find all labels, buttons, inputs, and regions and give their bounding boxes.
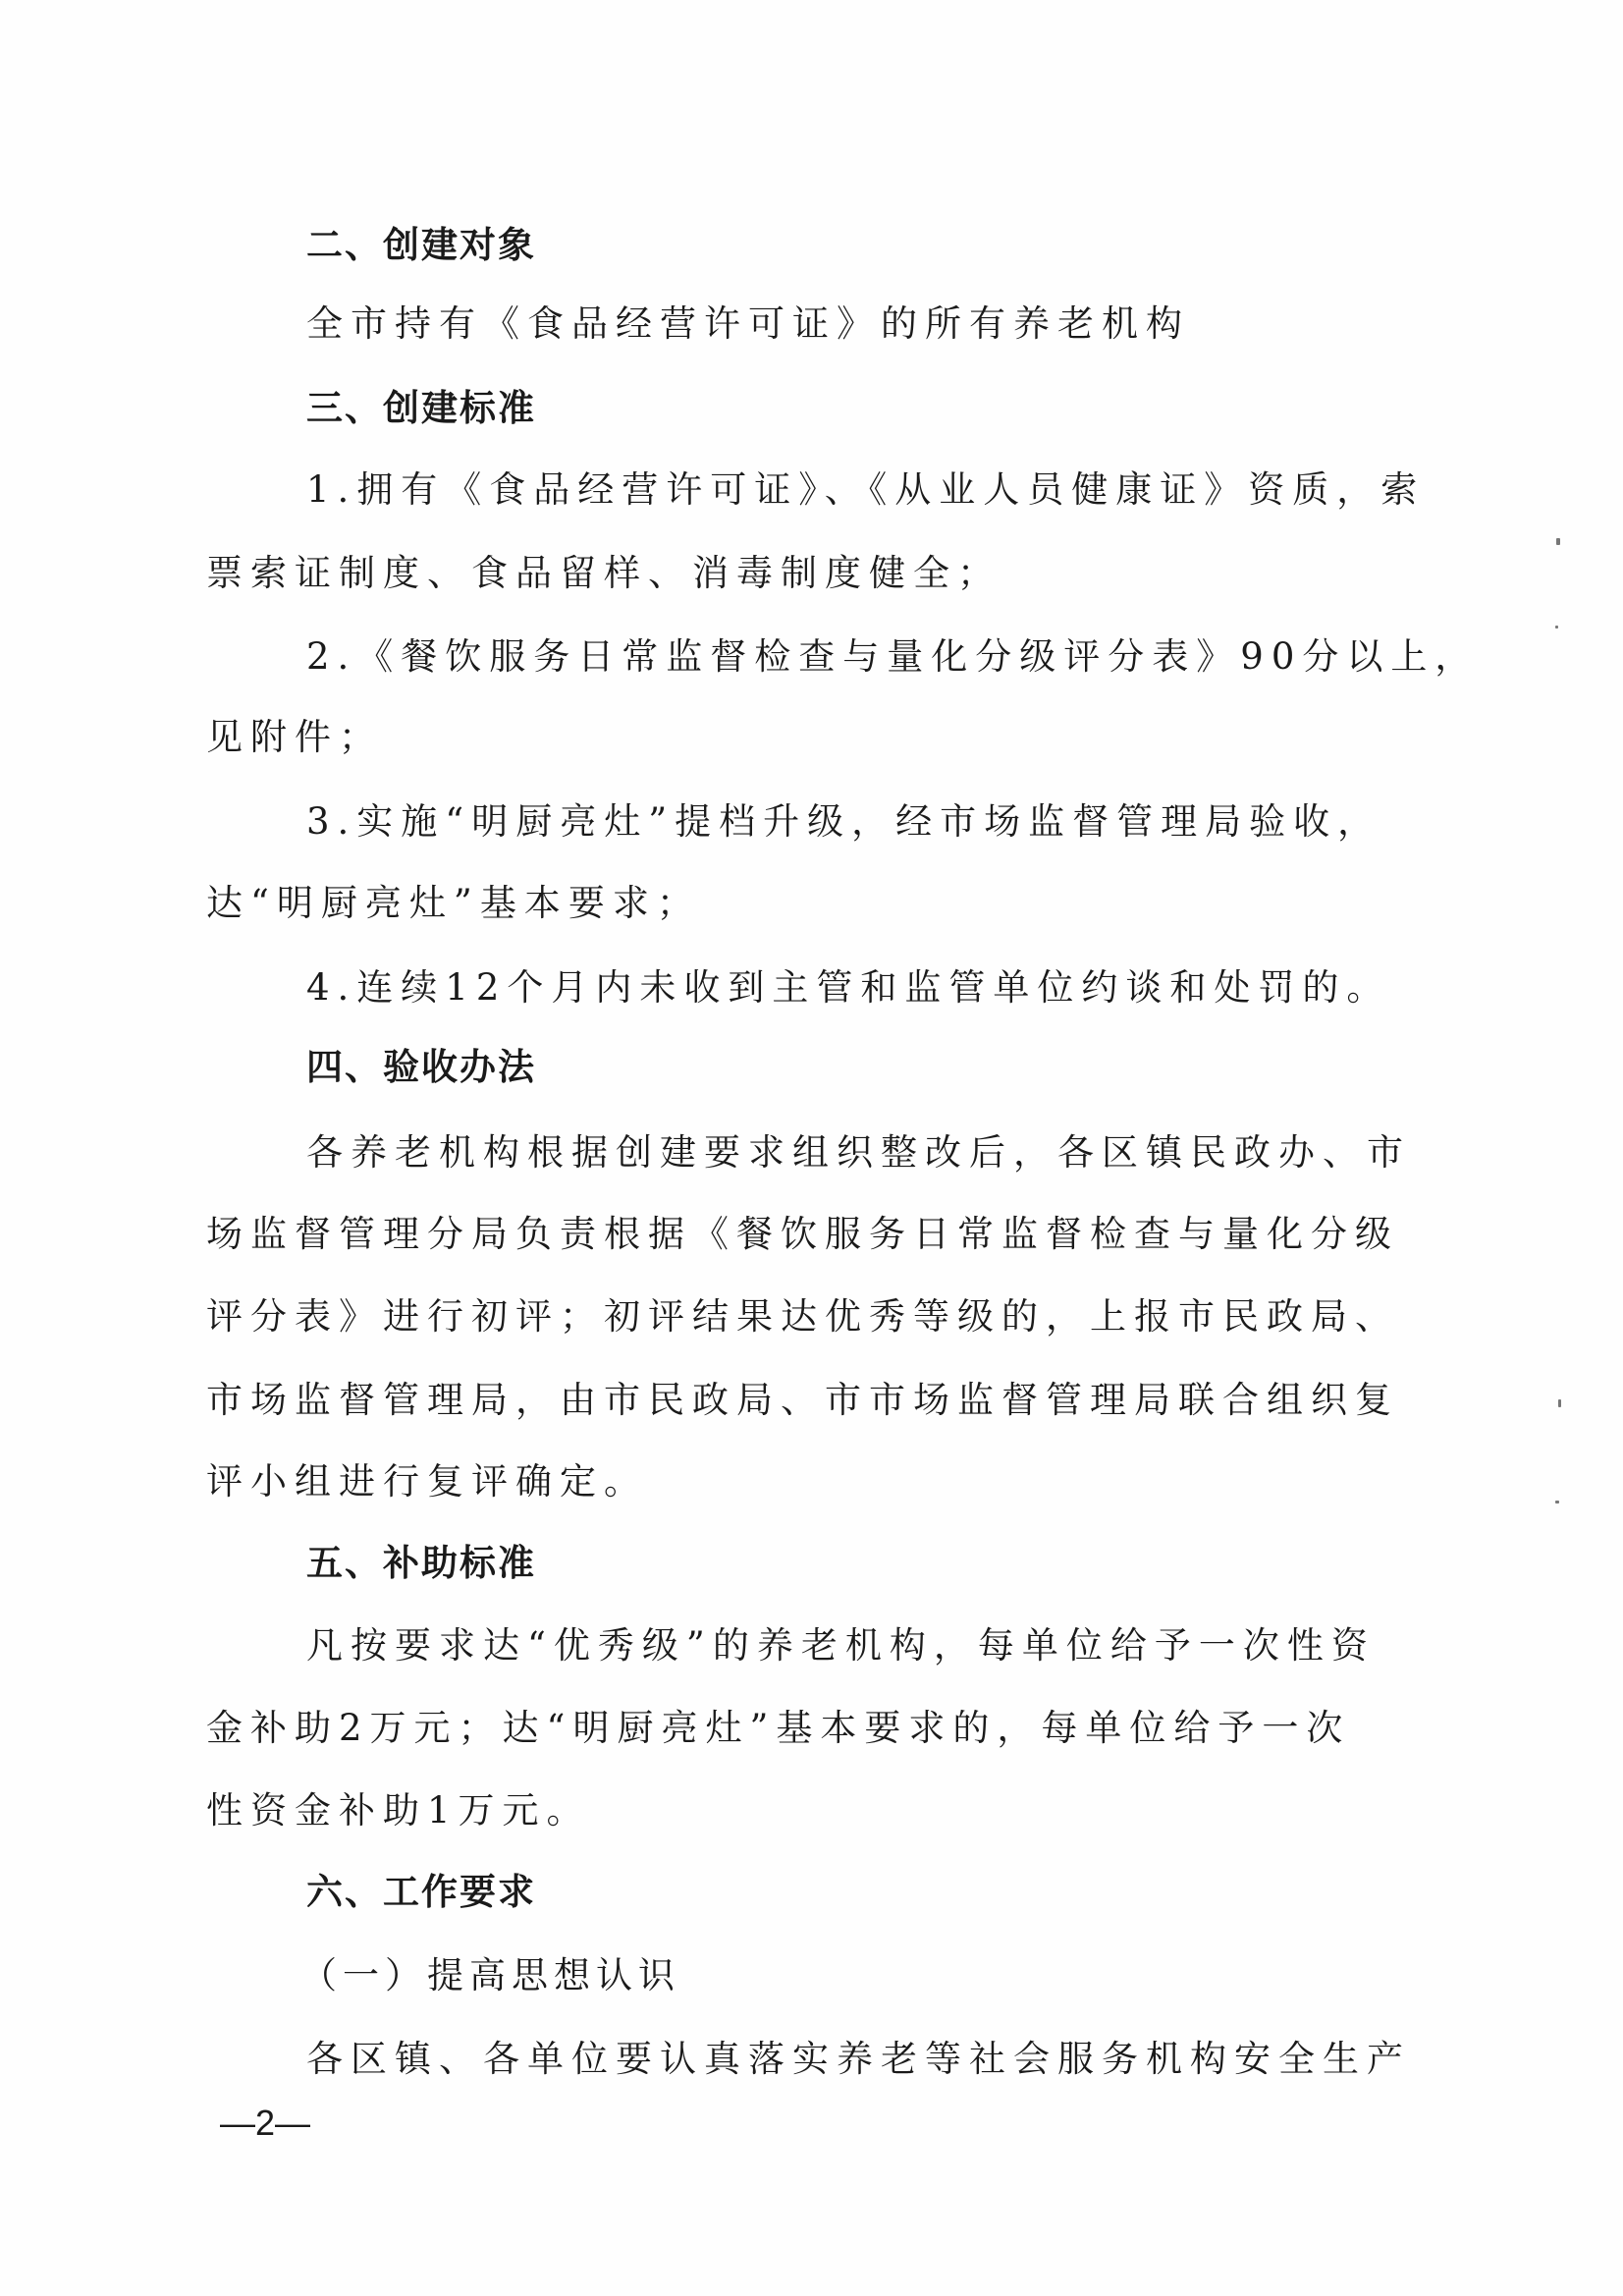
paragraph-line: 2.《餐饮服务日常监督检查与量化分级评分表》90分以上，	[306, 635, 1480, 678]
paragraph-line: 性资金补助1万元。	[206, 1789, 591, 1831]
paragraph-line: 票索证制度、食品留样、消毒制度健全；	[206, 552, 1001, 594]
paragraph-line: 市场监督管理局，由市民政局、市市场监督管理局联合组织复	[206, 1379, 1399, 1421]
subsection-heading: （一）提高思想认识	[300, 1954, 680, 1996]
section-heading-5: 五、补助标准	[306, 1542, 536, 1584]
section-heading-3: 三、创建标准	[306, 387, 536, 429]
paragraph-line: 金补助2万元；达“明厨亮灶”基本要求的，每单位给予一次	[206, 1707, 1351, 1749]
paragraph-line: 见附件；	[206, 716, 383, 758]
section-heading-6: 六、工作要求	[306, 1871, 536, 1913]
scan-artifact	[1555, 626, 1558, 629]
section-heading-2: 二、创建对象	[306, 224, 536, 266]
paragraph-line: 各区镇、各单位要认真落实养老等社会服务机构安全生产	[306, 2038, 1411, 2080]
paragraph-line: 各养老机构根据创建要求组织整改后，各区镇民政办、市	[306, 1131, 1411, 1174]
paragraph-line: 场监督管理分局负责根据《餐饮服务日常监督检查与量化分级	[206, 1213, 1399, 1255]
paragraph-line: 4.连续12个月内未收到主管和监管单位约谈和处罚的。	[306, 966, 1391, 1009]
paragraph-line: 1.拥有《食品经营许可证》、《从业人员健康证》资质，索	[306, 468, 1426, 511]
scan-artifact	[1558, 1399, 1561, 1407]
paragraph-line: 凡按要求达“优秀级”的养老机构，每单位给予一次性资	[306, 1624, 1376, 1667]
paragraph-line: 3.实施“明厨亮灶”提档升级，经市场监督管理局验收，	[306, 800, 1382, 843]
paragraph-line: 评分表》进行初评；初评结果达优秀等级的，上报市民政局、	[206, 1295, 1399, 1338]
paragraph-line: 评小组进行复评确定。	[206, 1460, 648, 1503]
scan-artifact	[1555, 1501, 1559, 1503]
paragraph-line: 达“明厨亮灶”基本要求；	[206, 882, 701, 924]
page-number: —2—	[220, 2103, 311, 2143]
scan-artifact	[1556, 538, 1560, 545]
section-heading-4: 四、验收办法	[306, 1046, 536, 1088]
paragraph-line: 全市持有《食品经营许可证》的所有养老机构	[306, 302, 1190, 345]
